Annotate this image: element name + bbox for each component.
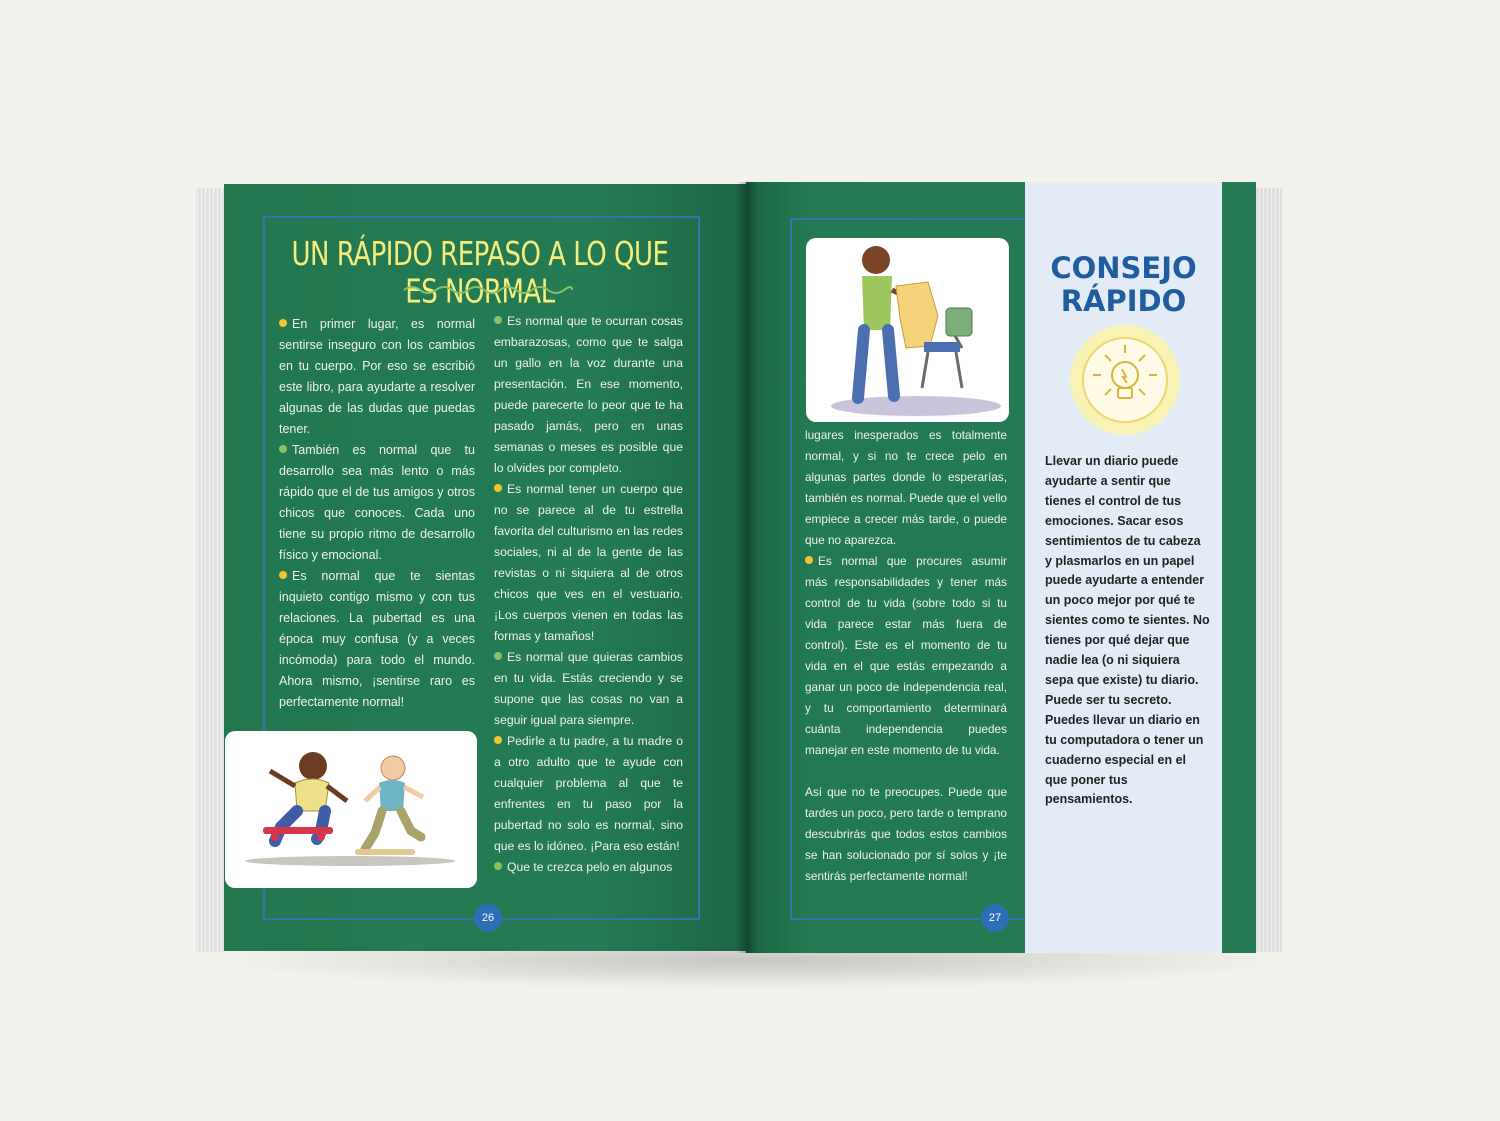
title-squiggle [402,284,574,296]
left-column-1 [279,314,475,713]
bullet-dot [279,319,287,327]
skateboard-illustration [225,731,477,888]
paragraph-text: Es normal que quieras cambios en tu vida. Estás creciendo y se supone que las cosas no van a seguir igual para siempre. [494,650,683,727]
bullet-dot [494,736,502,744]
page-edges-left [196,188,226,952]
bullet-dot [494,862,502,870]
paragraph-text: Es normal tener un cuerpo que no se parece al de tu estrella favorita del culturismo en las redes sociales, ni al de la gente de las revistas o ni siquiera al de otros chicos que ves en el vestuario. ¡Los cuerpos vienen en todas las formas y tamaños! [494,482,683,643]
bullet-paragraph [279,440,475,566]
bullet-dot [279,571,287,579]
right-column [805,425,1007,761]
page-edges-right [1254,188,1282,952]
bullet-paragraph [805,425,1007,551]
bullet-dot [494,316,502,324]
bullet-paragraph [279,566,475,713]
bullet-paragraph [494,311,683,479]
closing-paragraph: Así que no te preocupes. Puede que tardes un poco, pero tarde o temprano descubrirás que todos estos cambios se han solucionado por sí solos y ¡te sentirás perfectamente normal! [805,785,1007,883]
paragraph-text: Es normal que te sientas inquieto contigo mismo y con tus relaciones. La pubertad es una época muy confusa (y a veces incómoda) para todo el mundo. Ahora mismo, ¡sentirse raro es perfectamente normal! [279,569,475,709]
paragraph-text: Que te crezca pelo en algunos [507,860,673,874]
bullet-paragraph [805,551,1007,761]
bullet-paragraph [494,479,683,647]
paragraph-text: En primer lugar, es normal sentirse inseguro con los cambios en tu cuerpo. Por eso se escribió este libro, para ayudarte a resolver algunas de las dudas que puedas tener. [279,317,475,436]
paragraph-text: Es normal que te ocurran cosas embarazosas, como que te salga un gallo en la voz durante una presentación. En ese momento, puede parecerte lo peor que te ha pasado jamás, pero en unas semanas o meses es posible que lo olvides por completo. [494,314,683,475]
paragraph-text: Es normal que procures asumir más responsabilidades y tener más control de tu vida (sobre todo si tu vida parece estar más fuera de control). Este es el momento de tu vida en el que estás empezando a ganar un poco de independencia real, y tu comportamiento determinará cuánta independencia puedes manejar en este momento de tu vida. [805,554,1007,757]
bullet-paragraph [494,857,683,878]
page-title: UN RÁPIDO REPASO A LO QUE ES NORMAL [291,236,669,311]
left-column-2 [494,311,683,878]
lightbulb-icon [1068,325,1182,435]
page-number-left: 26 [474,904,502,932]
paragraph-text: También es normal que tu desarrollo sea más lento o más rápido que el de tus amigos y otros chicos que conoces. Cada uno tiene su propio ritmo de desarrollo físico y emocional. [279,443,475,562]
bullet-dot [494,652,502,660]
shirt-illustration [806,238,1009,422]
bullet-paragraph [494,647,683,731]
tip-title-line2: RÁPIDO [1060,284,1187,318]
book-gutter [736,182,758,953]
tip-title-line1: CONSEJO [1050,251,1197,285]
bullet-dot [805,556,813,564]
tip-title [1025,252,1222,318]
bullet-paragraph [279,314,475,440]
paragraph-text: lugares inesperados es totalmente normal, y si no te crece pelo en algunas partes donde lo esperarías, también es normal. Puede que el vello empiece a crecer más tarde, o puede que no aparezca. [805,428,1007,547]
bullet-dot [279,445,287,453]
bullet-dot [494,484,502,492]
tip-text: Llevar un diario puede ayudarte a sentir que tienes el control de tus emociones. Sacar esos sentimientos de tu cabeza y plasmarlos en un papel puede ayudarte a entender un poco mejor por qué te sientes como te sientes. No tienes por qué dejar que nadie lea (o ni siquiera sepa que existe) tu diario. Puede ser tu secreto. Puedes llevar un diario en tu computadora o tener un cuaderno especial en el que poner tus pensamientos. [1045,454,1210,807]
page-number-right: 27 [981,904,1009,932]
paragraph-text: Pedirle a tu padre, a tu madre o a otro adulto que te ayude con cualquier problema al que te enfrentes en tu paso por la pubertad no solo es normal, sino que es lo idóneo. ¡Para eso están! [494,734,683,853]
bullet-paragraph [494,731,683,857]
